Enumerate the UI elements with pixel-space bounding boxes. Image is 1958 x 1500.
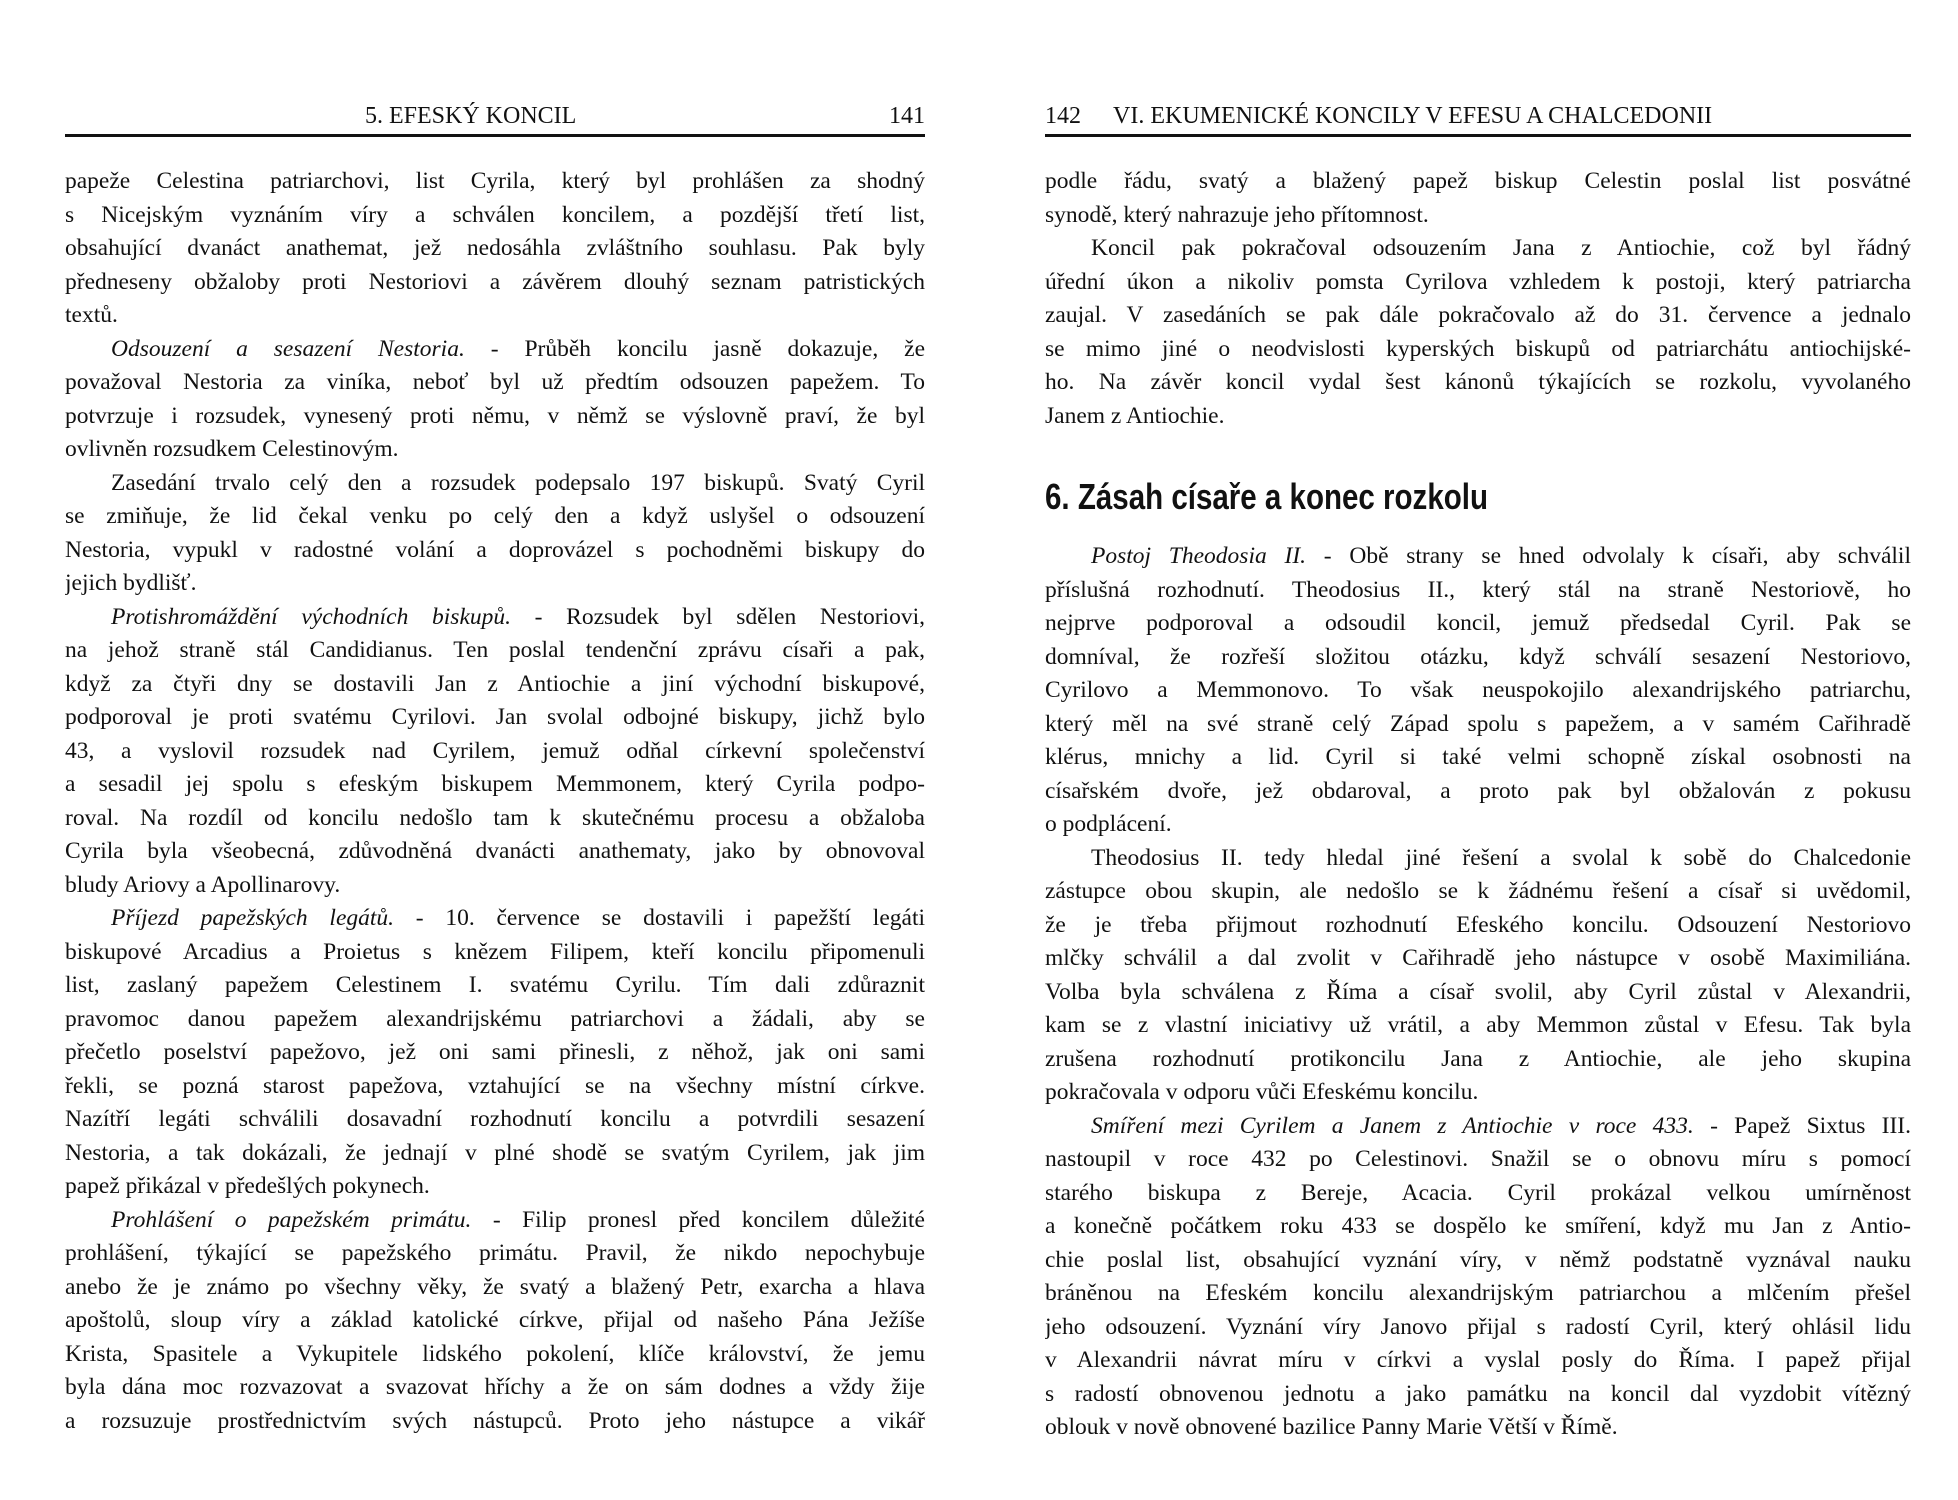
text-line xyxy=(65,936,925,970)
text-line xyxy=(65,1271,925,1305)
text-line xyxy=(1045,909,1911,943)
page-number: 141 xyxy=(889,103,925,129)
text-line xyxy=(65,232,925,266)
line-text: zaujal. V zasedáních se pak dále pokračovalo až do 31. července a jednalo xyxy=(1045,302,1911,328)
line-text: Nestoria, vypukl v radostné volání a doprovázel s pochodněmi biskupy do xyxy=(65,536,925,563)
paragraph-lead: Odsouzení a sesazení Nestoria. xyxy=(111,335,465,362)
line-text: apoštolů, sloup víry a základ katolické církve, přijal od našeho Pána Ježíše xyxy=(65,1307,925,1333)
line-text: císařském dvoře, jež obdaroval, a proto pak byl obžalován z pokusu xyxy=(1045,777,1911,804)
line-text: přečetlo poselství papežovo, jež oni sami přinesli, z něhož, jak oni sami xyxy=(65,1039,925,1065)
text-line xyxy=(65,835,925,869)
line-text: podle řádu, svatý a blažený papež biskup Celestin poslal list posvátné xyxy=(1045,168,1911,194)
text-line xyxy=(1045,1177,1911,1211)
text-line xyxy=(65,1070,925,1104)
text-line xyxy=(1045,1311,1911,1345)
text-line xyxy=(1045,540,1911,574)
text-line xyxy=(1045,842,1911,876)
text-line xyxy=(1045,976,1911,1010)
paragraph xyxy=(65,165,925,333)
line-text: úřední úkon a nikoliv pomsta Cyrilova vzhledem k postoji, který patriarcha xyxy=(1045,268,1911,295)
body-text xyxy=(1045,540,1911,1445)
line-text: s Nicejským vyznáním víry a schválen koncilem, a pozdější třetí list, xyxy=(65,201,925,228)
text-line xyxy=(65,1103,925,1137)
text-line xyxy=(65,902,925,936)
line-text: papež přikázal v předešlých pokynech. xyxy=(65,1173,430,1199)
text-line xyxy=(65,1137,925,1171)
line-text: příslušná rozhodnutí. Theodosius II., který stál na straně Nestoriově, ho xyxy=(1045,576,1911,603)
text-line xyxy=(1045,1043,1911,1077)
line-text: Volba byla schválena z Říma a císař svolil, aby Cyril zůstal v Alexandrii, xyxy=(1045,978,1911,1005)
text-line xyxy=(65,969,925,1003)
paragraph xyxy=(65,467,925,601)
line-text: anebo že je známo po všechny věky, že svatý a blažený Petr, exarcha a hlava xyxy=(65,1273,925,1300)
text-line xyxy=(65,601,925,635)
running-header xyxy=(65,100,925,132)
text-line xyxy=(1045,875,1911,909)
line-text: nastoupil v roce 432 po Celestinovi. Snažil se o obnovu míru s pomocí xyxy=(1045,1146,1911,1172)
line-text: o podplácení. xyxy=(1045,811,1172,837)
text-line xyxy=(1045,1210,1911,1244)
line-text: bludy Ariovy a Apollinarovy. xyxy=(65,871,341,898)
line-text: ho. Na závěr koncil vydal šest kánonů týkajících se rozkolu, vyvolaného xyxy=(1045,369,1911,395)
header-rule xyxy=(65,134,925,137)
text-line xyxy=(1045,641,1911,675)
text-line xyxy=(1045,299,1911,333)
line-text: podporoval je proti svatému Cyrilovi. Jan svolal odbojné biskupy, jichž bylo xyxy=(65,704,925,730)
text-line xyxy=(65,333,925,367)
line-text: domníval, že rozřeší složitou otázku, když schválí sesazení Nestoriovo, xyxy=(1045,643,1911,670)
text-line xyxy=(65,299,925,333)
paragraph xyxy=(1045,540,1911,842)
line-text: řekli, se pozná starost papežova, vztahující se na všechny místní církve. xyxy=(65,1072,925,1099)
line-text: Janem z Antiochie. xyxy=(1045,402,1225,429)
paragraph xyxy=(1045,165,1911,232)
text-line xyxy=(1045,1277,1911,1311)
text-line xyxy=(65,1371,925,1405)
text-line xyxy=(65,1204,925,1238)
text-line xyxy=(1045,942,1911,976)
header-title: 5. EFESKÝ KONCIL xyxy=(365,103,577,129)
line-text: - Filip pronesl před koncilem důležité xyxy=(471,1206,925,1233)
text-line xyxy=(1045,1411,1911,1445)
line-text: Cyrilovo a Memmonovo. To však neuspokojilo alexandrijského patriarchu, xyxy=(1045,677,1911,703)
line-text: považoval Nestoria za viníka, neboť byl už předtím odsouzen papežem. To xyxy=(65,369,925,395)
paragraph xyxy=(1045,842,1911,1110)
header-rule xyxy=(1045,134,1911,137)
text-line xyxy=(65,500,925,534)
body-text xyxy=(1045,165,1911,433)
line-text: textů. xyxy=(65,302,118,328)
line-text: jejich bydlišť. xyxy=(65,570,197,596)
line-text: prohlášení, týkající se papežského primátu. Pravil, že nikdo nepochybuje xyxy=(65,1240,925,1266)
text-line xyxy=(65,467,925,501)
paragraph xyxy=(65,902,925,1204)
text-line xyxy=(65,1405,925,1439)
line-text: kam se z vlastní iniciativy už vrátil, a aby Memmon zůstal v Efesu. Tak byla xyxy=(1045,1012,1911,1038)
text-line xyxy=(65,433,925,467)
text-line xyxy=(65,400,925,434)
line-text: zástupce obou skupin, ale nedošlo se k žádnému řešení a císař si uvědomil, xyxy=(1045,878,1911,904)
line-text: chie poslal list, obsahující vyznání víry, v němž podstatně vyznával nauku xyxy=(1045,1246,1911,1273)
line-text: Nazítří legáti schválili dosavadní rozhodnutí koncilu a potvrdili sesazení xyxy=(65,1106,925,1132)
text-line xyxy=(1045,1009,1911,1043)
line-text: že je třeba přijmout rozhodnutí Efeského koncilu. Odsouzení Nestoriovo xyxy=(1045,911,1911,938)
line-text: jeho odsouzení. Vyznání víry Janovo přijal s radostí Cyril, který ohlásil lidu xyxy=(1045,1313,1911,1340)
line-text: se zmiňuje, že lid čekal venku po celý den a když uslyšel o odsouzení xyxy=(65,503,925,529)
line-text: na jehož straně stál Candidianus. Ten poslal tendenční zprávu císaři a pak, xyxy=(65,637,925,663)
text-line xyxy=(65,1036,925,1070)
text-line xyxy=(1045,775,1911,809)
text-line xyxy=(1045,1244,1911,1278)
line-text: který měl na své straně celý Západ spolu s papežem, a v samém Cařihradě xyxy=(1045,710,1911,737)
line-text: list, zaslaný papežem Celestinem I. svatému Cyrilu. Tím dali zdůraznit xyxy=(65,972,925,998)
text-line xyxy=(65,1338,925,1372)
line-text: Krista, Spasitele a Vykupitele lidského pokolení, klíče království, že jemu xyxy=(65,1340,925,1367)
text-line xyxy=(65,768,925,802)
paragraph xyxy=(65,333,925,467)
text-line xyxy=(65,1237,925,1271)
line-text: oblouk v nově obnovené bazilice Panny Marie Větší v Římě. xyxy=(1045,1414,1618,1440)
text-line xyxy=(1045,1076,1911,1110)
line-text: a konečně počátkem roku 433 se dospělo ke smíření, když mu Jan z Antio- xyxy=(1045,1213,1911,1239)
paragraph-lead: Protishromáždění východních biskupů. xyxy=(111,603,511,630)
text-line xyxy=(65,802,925,836)
text-line xyxy=(1045,607,1911,641)
paragraph xyxy=(65,601,925,903)
paragraph-lead: Prohlášení o papežském primátu. xyxy=(111,1206,472,1233)
text-line xyxy=(1045,1344,1911,1378)
line-text: Nestoria, a tak dokázali, že jednají v plné shodě se svatým Cyrilem, jak jim xyxy=(65,1139,925,1166)
section-heading: 6. Zásah císaře a konec rozkolu xyxy=(1045,476,1489,517)
text-line xyxy=(65,165,925,199)
text-line xyxy=(65,1170,925,1204)
header-title: VI. EKUMENICKÉ KONCILY V EFESU A CHALCEDONII xyxy=(1113,103,1713,129)
line-text: starého biskupa z Bereje, Acacia. Cyril prokázal velkou umírněnost xyxy=(1045,1179,1911,1206)
line-text: - Papež Sixtus III. xyxy=(1693,1112,1911,1139)
line-text: a sesadil jej spolu s efeským biskupem Memmonem, který Cyrila podpo- xyxy=(65,771,925,797)
text-line xyxy=(1045,400,1911,434)
text-line xyxy=(65,266,925,300)
text-line xyxy=(65,1304,925,1338)
line-text: Koncil pak pokračoval odsouzením Jana z Antiochie, což byl řádný xyxy=(1091,235,1911,261)
paragraph xyxy=(1045,232,1911,433)
text-line xyxy=(65,366,925,400)
line-text: ovlivněn rozsudkem Celestinovým. xyxy=(65,436,399,462)
text-line xyxy=(65,567,925,601)
text-line xyxy=(65,634,925,668)
line-text: roval. Na rozdíl od koncilu nedošlo tam k skutečnému procesu a obžaloba xyxy=(65,804,925,831)
line-text: zrušena rozhodnutí protikoncilu Jana z Antiochie, ale jeho skupina xyxy=(1045,1045,1911,1072)
text-line xyxy=(1045,1378,1911,1412)
body-text xyxy=(65,165,925,1438)
line-text: synodě, který nahrazuje jeho přítomnost. xyxy=(1045,201,1429,228)
text-line xyxy=(65,701,925,735)
line-text: s radostí obnovenou jednotu a jako památku na koncil dal vyzdobit vítězný xyxy=(1045,1380,1911,1407)
line-text: pravomoc danou papežem alexandrijskému patriarchovi a žádali, aby se xyxy=(65,1005,925,1032)
text-line xyxy=(65,668,925,702)
line-text: byla dána moc rozvazovat a svazovat hříchy a že on sám dodnes a vždy žije xyxy=(65,1374,925,1400)
line-text: předneseny obžaloby proti Nestoriovi a závěrem dlouhý seznam patristických xyxy=(65,268,925,295)
line-text: - 10. července se dostavili i papežští legáti xyxy=(394,905,925,931)
text-line xyxy=(1045,708,1911,742)
paragraph-lead: Příjezd papežských legátů. xyxy=(111,905,395,931)
text-line xyxy=(1045,232,1911,266)
text-line xyxy=(1045,674,1911,708)
line-text: klérus, mnichy a lid. Cyril si také velmi schopně získal osobnosti na xyxy=(1045,744,1911,770)
text-line xyxy=(1045,333,1911,367)
line-text: - Průběh koncilu jasně dokazuje, že xyxy=(464,335,925,362)
line-text: mlčky schválil a dal zvolit v Cařihradě jeho nástupce v osobě Maximiliána. xyxy=(1045,945,1911,971)
text-line xyxy=(1045,808,1911,842)
line-text: Zasedání trvalo celý den a rozsudek podepsalo 197 biskupů. Svatý Cyril xyxy=(111,469,925,496)
line-text: v Alexandrii návrat míru v církvi a vyslal posly do Říma. I papež přijal xyxy=(1045,1347,1911,1373)
text-line xyxy=(1045,366,1911,400)
line-text: bráněnou na Efeském koncilu alexandrijským patriarchou a mlčením přešel xyxy=(1045,1280,1911,1306)
paragraph xyxy=(1045,1110,1911,1445)
paragraph xyxy=(65,1204,925,1439)
line-text: se mimo jiné o neodvislosti kyperských biskupů od patriarchátu antiochijské- xyxy=(1045,335,1911,362)
text-line xyxy=(1045,266,1911,300)
line-text: potvrzuje i rozsudek, vynesený proti němu, v němž se výslovně praví, že byl xyxy=(65,402,925,429)
line-text: Cyrila byla všeobecná, zdůvodněná dvanácti anathematy, jako by obnovoval xyxy=(65,838,925,864)
page-number: 142 xyxy=(1045,103,1081,129)
line-text: Theodosius II. tedy hledal jiné řešení a svolal k sobě do Chalcedonie xyxy=(1091,844,1911,871)
text-line xyxy=(1045,199,1911,233)
text-line xyxy=(1045,741,1911,775)
text-line xyxy=(65,869,925,903)
line-text: 43, a vyslovil rozsudek nad Cyrilem, jemuž odňal církevní společenství xyxy=(65,737,925,764)
text-line xyxy=(65,199,925,233)
text-line xyxy=(65,735,925,769)
text-line xyxy=(65,1003,925,1037)
running-header xyxy=(1045,100,1911,132)
text-line xyxy=(1045,1110,1911,1144)
line-text: pokračovala v odporu vůči Efeskému koncilu. xyxy=(1045,1079,1479,1105)
line-text: když za čtyři dny se dostavili Jan z Antiochie a jiní východní biskupové, xyxy=(65,670,925,697)
text-line xyxy=(65,534,925,568)
text-line xyxy=(1045,1143,1911,1177)
text-line xyxy=(1045,165,1911,199)
line-text: obsahující dvanáct anathemat, jež nedosáhla zvláštního souhlasu. Pak byly xyxy=(65,235,925,261)
paragraph-lead: Smíření mezi Cyrilem a Janem z Antiochie v roce 433. xyxy=(1091,1112,1694,1139)
line-text: - Rozsudek byl sdělen Nestoriovi, xyxy=(511,603,925,630)
paragraph-lead: Postoj Theodosia II. xyxy=(1091,543,1307,569)
text-line xyxy=(1045,574,1911,608)
line-text: biskupové Arcadius a Proietus s knězem Filipem, kteří koncilu připomenuli xyxy=(65,938,925,965)
line-text: nejprve podporoval a odsoudil koncil, jemuž předsedal Cyril. Pak se xyxy=(1045,610,1911,636)
line-text: - Obě strany se hned odvolaly k císaři, aby schválil xyxy=(1306,543,1911,569)
line-text: a rozsuzuje prostřednictvím svých nástupců. Proto jeho nástupce a vikář xyxy=(65,1407,925,1434)
line-text: papeže Celestina patriarchovi, list Cyrila, který byl prohlášen za shodný xyxy=(65,168,925,194)
